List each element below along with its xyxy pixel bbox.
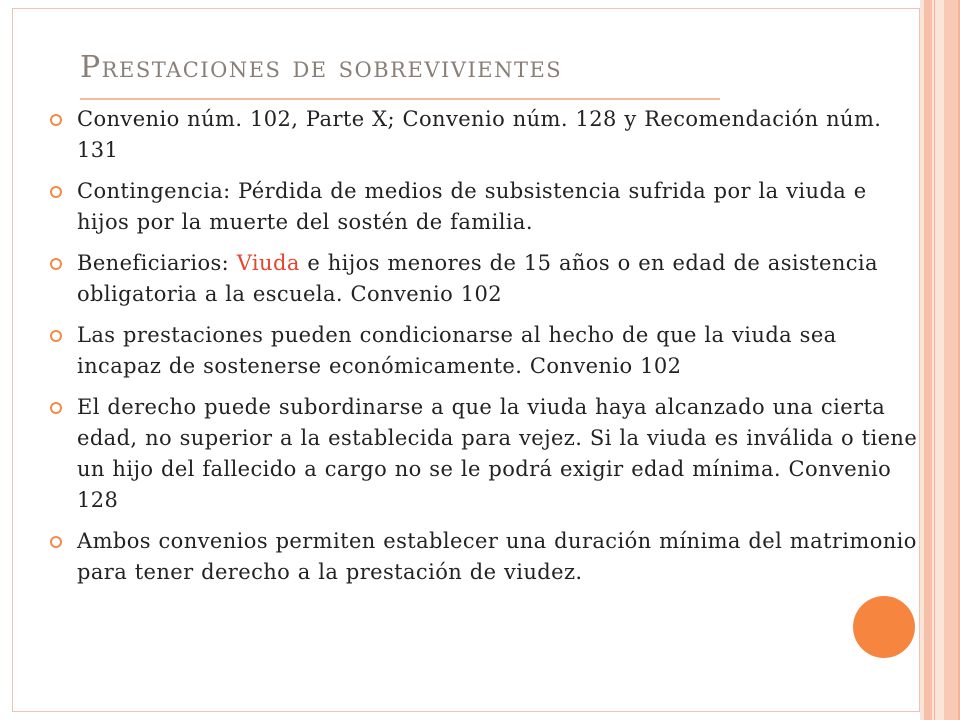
- bullet-text: Las prestaciones pueden condicionarse al hecho de que la viuda sea incapaz de sostenerse económicamente. Convenio 102: [77, 323, 837, 378]
- bullet-item: [48, 526, 918, 588]
- bullet-text: Convenio núm. 102, Parte X; Convenio núm. 128 y Recomendación núm. 131: [77, 107, 882, 162]
- bullet-item: [48, 248, 918, 310]
- circle-bullet-icon: [50, 536, 62, 548]
- title-underline: [80, 98, 720, 100]
- bullet-item: [48, 104, 918, 166]
- bullet-list: [48, 104, 918, 598]
- bullet-text: Contingencia: Pérdida de medios de subsistencia sufrida por la viuda e hijos por la muerte del sostén de familia.: [77, 179, 867, 234]
- circle-bullet-icon: [50, 402, 62, 414]
- bullet-text-suffix: e hijos menores de 15 años o en edad de asistencia obligatoria a la escuela. Convenio 102: [77, 251, 878, 306]
- slide-title: Prestaciones de sobrevivientes: [80, 50, 563, 85]
- circle-bullet-icon: [50, 330, 62, 342]
- decorative-stripe: [924, 0, 932, 720]
- circle-bullet-icon: [50, 258, 62, 270]
- bullet-item: [48, 176, 918, 238]
- circle-bullet-icon: [50, 186, 62, 198]
- decorative-stripe: [934, 0, 935, 720]
- bullet-item: [48, 320, 918, 382]
- decorative-stripe: [944, 0, 958, 720]
- bullet-item: [48, 392, 918, 516]
- bullet-text-prefix: Beneficiarios:: [77, 251, 237, 275]
- highlighted-term: Viuda: [236, 251, 300, 275]
- decorative-orange-circle: [853, 596, 915, 658]
- circle-bullet-icon: [50, 114, 62, 126]
- bullet-text: El derecho puede subordinarse a que la viuda haya alcanzado una cierta edad, no superior a la establecida para vejez. Si la viuda es inválida o tiene un hijo del fallecido a cargo no se le podrá exigir edad mínima. Convenio 128: [77, 395, 918, 512]
- bullet-text: Ambos convenios permiten establecer una duración mínima del matrimonio para tener derecho a la prestación de viudez.: [77, 529, 917, 584]
